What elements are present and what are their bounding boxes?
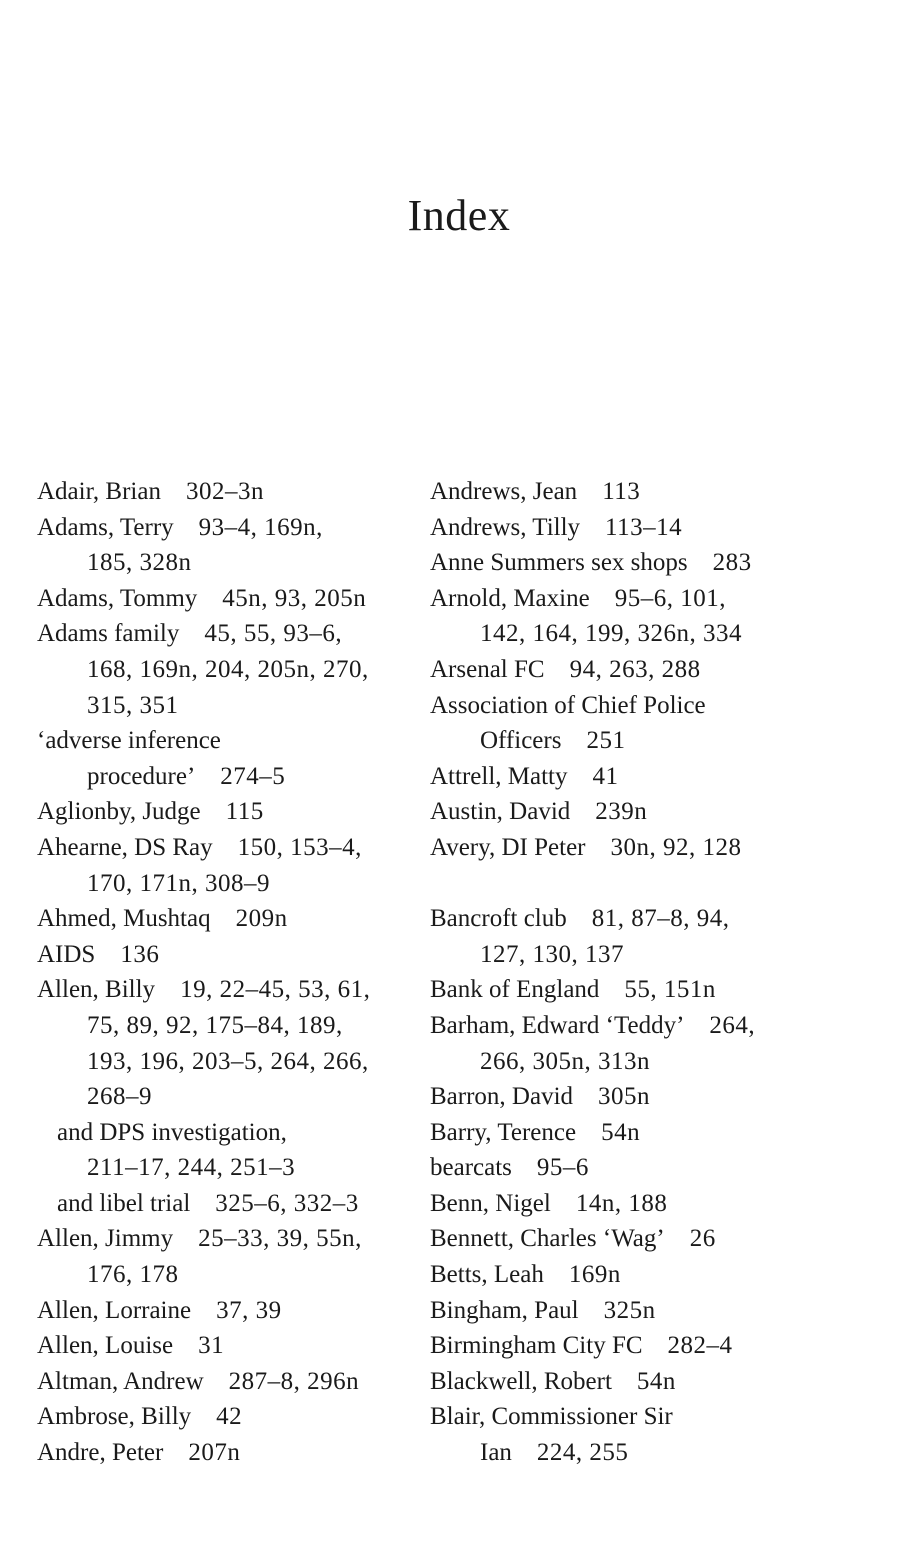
index-entry [430, 1364, 800, 1400]
index-entry-pages: 41 [592, 762, 619, 790]
index-entry-term: procedure’ [87, 762, 196, 790]
index-entry-term: Birmingham City FC [430, 1332, 643, 1360]
index-entry [430, 474, 800, 510]
index-entry-pages: 251 [586, 727, 626, 755]
index-entry-term: Allen, Jimmy [37, 1225, 174, 1253]
index-entry-pages: 274–5 [220, 762, 286, 790]
index-entry-pages: 113–14 [605, 513, 683, 541]
index-entry-term: ‘adverse inference [37, 727, 221, 755]
index-entry-term: bearcats [430, 1154, 512, 1182]
index-entry-pages: 31 [198, 1332, 225, 1360]
index-entry-pages: 25–33, 39, 55n, [198, 1225, 362, 1253]
index-entry-pages: 207n [188, 1439, 241, 1467]
index-entry [430, 1399, 800, 1435]
index-entry-term: Avery, DI Peter [430, 833, 586, 861]
index-entry [37, 830, 417, 866]
index-entry-pages: 55, 151n [624, 976, 716, 1004]
index-entry-pages: 325–6, 332–3 [215, 1189, 359, 1217]
index-entry [37, 1328, 417, 1364]
index-entry-pages: 93–4, 169n, [198, 513, 323, 541]
index-entry-pages: 37, 39 [216, 1296, 282, 1324]
index-entry-pages: 45n, 93, 205n [222, 584, 367, 612]
index-entry-term: Andrews, Jean [430, 478, 578, 505]
index-entry-term: Austin, David [430, 798, 571, 826]
index-entry-pages: 315, 351 [87, 691, 179, 719]
index-entry [37, 581, 417, 617]
index-entry-pages: 142, 164, 199, 326n, 334 [480, 620, 742, 648]
index-entry-pages: 95–6, 101, [614, 584, 726, 612]
index-entry-pages: 26 [689, 1225, 716, 1253]
index-entry [37, 688, 417, 724]
index-entry [430, 616, 800, 652]
index-entry [430, 1257, 800, 1293]
index-entry [430, 937, 800, 973]
index-entry [37, 1186, 417, 1222]
index-entry-term: Aglionby, Judge [37, 798, 201, 826]
index-entry-pages: 113 [602, 478, 641, 505]
index-entry-pages: 268–9 [87, 1083, 152, 1111]
index-entry-pages: 302–3n [185, 478, 264, 505]
index-entry [430, 1186, 800, 1222]
index-entry-term: Bingham, Paul [430, 1296, 579, 1324]
index-entry-term: Blair, Commissioner Sir [430, 1403, 673, 1431]
page-title: Index [407, 191, 511, 240]
index-entry [430, 1008, 800, 1044]
index-entry-term: AIDS [37, 940, 96, 968]
index-entry [37, 652, 417, 688]
index-entry [37, 1079, 417, 1115]
index-entry [37, 1293, 417, 1329]
index-column-left [37, 474, 417, 1471]
index-entry-term: Barham, Edward ‘Teddy’ [430, 1011, 685, 1039]
index-entry-pages: 81, 87–8, 94, [591, 905, 730, 933]
index-entry [37, 474, 417, 510]
index-entry [430, 581, 800, 617]
index-entry-term: Bancroft club [430, 905, 567, 933]
index-entry [37, 1364, 417, 1400]
index-entry [37, 1435, 417, 1471]
index-entry-term: Association of Chief Police [430, 691, 706, 719]
index-entry-term: Allen, Lorraine [37, 1296, 192, 1324]
index-entry-pages: 19, 22–45, 53, 61, [180, 976, 371, 1004]
index-entry-term: Barry, Terence [430, 1118, 577, 1146]
index-entry [37, 510, 417, 546]
index-entry-pages: 239n [595, 798, 648, 826]
index-entry [430, 652, 800, 688]
index-entry-pages: 305n [598, 1083, 651, 1111]
index-entry [37, 901, 417, 937]
index-entry-term: Adams, Tommy [37, 584, 198, 612]
index-entry-term: Attrell, Matty [430, 762, 568, 790]
index-entry [430, 510, 800, 546]
index-entry-term: Adams family [37, 620, 180, 648]
index-entry-pages: 75, 89, 92, 175–84, 189, [87, 1011, 343, 1039]
index-entry-term: Arsenal FC [430, 655, 545, 683]
index-entry [37, 1150, 417, 1186]
index-entry-term: Allen, Louise [37, 1332, 174, 1360]
index-entry [37, 1221, 417, 1257]
index-entry [37, 1008, 417, 1044]
index-entry-pages: 54n [636, 1367, 676, 1395]
index-entry [430, 1435, 800, 1471]
index-entry-term: Blackwell, Robert [430, 1367, 612, 1395]
index-entry [430, 1079, 800, 1115]
index-entry-pages: 168, 169n, 204, 205n, 270, [87, 655, 369, 683]
index-entry-pages: 136 [120, 940, 160, 968]
index-entry [430, 688, 800, 724]
index-entry-pages: 209n [235, 905, 288, 933]
index-entry-pages: 193, 196, 203–5, 264, 266, [87, 1047, 369, 1075]
index-entry-term: Ahmed, Mushtaq [37, 905, 211, 933]
index-entry [430, 1044, 800, 1080]
index-entry-term: Adams, Terry [37, 513, 174, 541]
index-entry [37, 1399, 417, 1435]
index-entry-pages: 185, 328n [87, 549, 192, 577]
index-entry-pages: 282–4 [667, 1332, 733, 1360]
index-entry-pages: 127, 130, 137 [480, 940, 624, 968]
index-entry [430, 545, 800, 581]
index-entry [37, 794, 417, 830]
index-entry-pages: 283 [712, 549, 752, 577]
index-entry [430, 1293, 800, 1329]
index-entry [37, 1044, 417, 1080]
index-entry [430, 1328, 800, 1364]
index-entry-pages: 169n [568, 1261, 621, 1289]
index-entry-term: Arnold, Maxine [430, 584, 590, 612]
index-entry-term: Altman, Andrew [37, 1367, 204, 1395]
index-entry [37, 545, 417, 581]
index-entry [430, 972, 800, 1008]
index-entry-term: Bennett, Charles ‘Wag’ [430, 1225, 665, 1253]
index-entry-pages: 14n, 188 [575, 1189, 668, 1217]
index-entry [430, 759, 800, 795]
index-entry [430, 1150, 800, 1186]
index-entry-pages: 325n [603, 1296, 656, 1324]
index-entry-term: Bank of England [430, 976, 600, 1004]
index-entry [430, 830, 800, 866]
index-entry-pages: 170, 171n, 308–9 [87, 869, 270, 897]
index-entry-term: Ahearne, DS Ray [37, 833, 213, 861]
index-entry [37, 937, 417, 973]
index-entry-pages: 95–6 [536, 1154, 589, 1182]
index-entry-pages: 224, 255 [536, 1439, 629, 1467]
index-entry [37, 972, 417, 1008]
index-entry-term: Barron, David [430, 1083, 574, 1111]
index-entry-pages: 150, 153–4, [237, 833, 362, 861]
index-entry-term: Betts, Leah [430, 1261, 544, 1289]
index-entry-term: Benn, Nigel [430, 1189, 551, 1217]
index-entry [37, 723, 417, 759]
index-entry-pages: 94, 263, 288 [569, 655, 701, 683]
index-entry-pages: 211–17, 244, 251–3 [87, 1154, 296, 1182]
index-entry [37, 1257, 417, 1293]
index-entry-pages: 287–8, 296n [228, 1367, 360, 1395]
index-entry-term: Officers [480, 727, 562, 755]
index-entry-term: Ambrose, Billy [37, 1403, 192, 1431]
index-entry [430, 1221, 800, 1257]
index-entry [37, 759, 417, 795]
index-column-right [430, 474, 800, 1471]
index-entry-pages: 30n, 92, 128 [610, 833, 742, 861]
index-entry-pages: 266, 305n, 313n [480, 1047, 650, 1075]
index-entry-term: Adair, Brian [37, 478, 161, 505]
index-entry-term: Andrews, Tilly [430, 513, 581, 541]
index-entry-pages: 264, [709, 1011, 756, 1039]
index-entry-pages: 115 [225, 798, 264, 826]
index-entry [430, 1115, 800, 1151]
index-entry-pages: 45, 55, 93–6, [204, 620, 343, 648]
index-entry-term: Andre, Peter [37, 1439, 164, 1467]
index-entry [37, 866, 417, 902]
letter-section-gap [430, 866, 800, 902]
index-entry-pages: 54n [601, 1118, 641, 1146]
index-entry-pages: 176, 178 [87, 1261, 179, 1289]
index-entry-term: Ian [480, 1439, 512, 1467]
index-entry-term: and DPS investigation, [57, 1118, 287, 1146]
index-entry-term: Allen, Billy [37, 976, 156, 1004]
index-entry [430, 794, 800, 830]
index-entry-pages: 42 [216, 1403, 243, 1431]
index-entry [37, 1115, 417, 1151]
index-entry-term: Anne Summers sex shops [430, 549, 688, 577]
index-entry [37, 616, 417, 652]
index-entry [430, 901, 800, 937]
index-entry [430, 723, 800, 759]
index-entry-term: and libel trial [57, 1189, 191, 1217]
